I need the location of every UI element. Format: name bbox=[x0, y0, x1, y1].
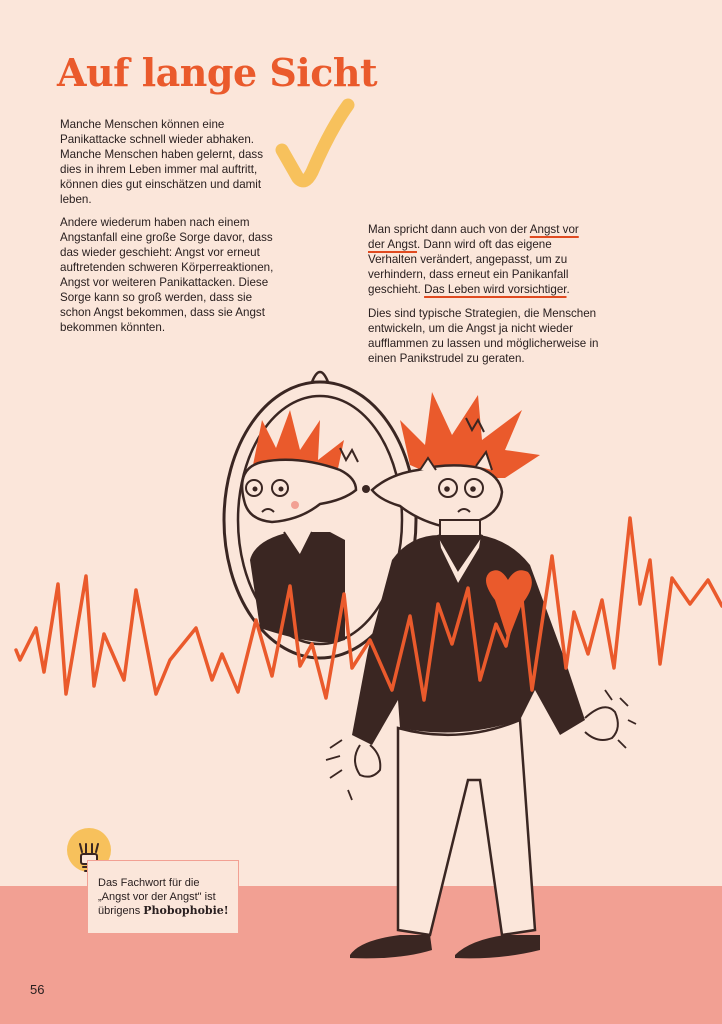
paragraph-3-part3: . bbox=[566, 283, 570, 296]
paragraph-2: Andere wiederum haben nach einem Angstanfall eine große Sorge davor, dass das wieder geschieht: Angst vor erneut auftretenden schweren Körperreaktionen, Angst vor weiteren Panikattacken. Diese Sorge kann so groß werden, dass sie schon Angst bekommen, dass sie Angst bekommen könnten. bbox=[60, 216, 274, 334]
tip-text bbox=[98, 876, 234, 918]
page-title: Auf lange Sicht bbox=[57, 50, 378, 95]
highlight-leben-vorsichtiger: Das Leben wird vorsichtiger bbox=[424, 283, 567, 296]
paragraph-1: Manche Menschen können eine Panikattacke schnell wieder abhaken. Manche Menschen haben gelernt, dass dies in ihrem Leben immer mal auftritt, können dies gut einschätzen und damit leben. bbox=[60, 118, 264, 206]
page-number: 56 bbox=[30, 982, 45, 997]
paragraph-3-part1: Man spricht dann auch von der bbox=[368, 223, 530, 236]
paragraph-3-part2: . Dann wird oft das eigene Verhalten verändert, angepasst, um zu verhindern, dass erneut ein Panikanfall geschieht. bbox=[368, 238, 569, 296]
tip-term: Phobophobie! bbox=[143, 904, 229, 917]
paragraph-4: Dies sind typische Strategien, die Menschen entwickeln, um die Angst ja nicht wieder aufflammen zu lassen und möglicherweise in einen Panikstrudel zu geraten. bbox=[368, 307, 599, 365]
highlight-angst-vor-der-angst: Angst vor der Angst bbox=[368, 223, 579, 251]
tip-body: Das Fachwort für die „Angst vor der Angst" ist übrigens bbox=[98, 877, 216, 917]
tip-box bbox=[87, 860, 239, 934]
